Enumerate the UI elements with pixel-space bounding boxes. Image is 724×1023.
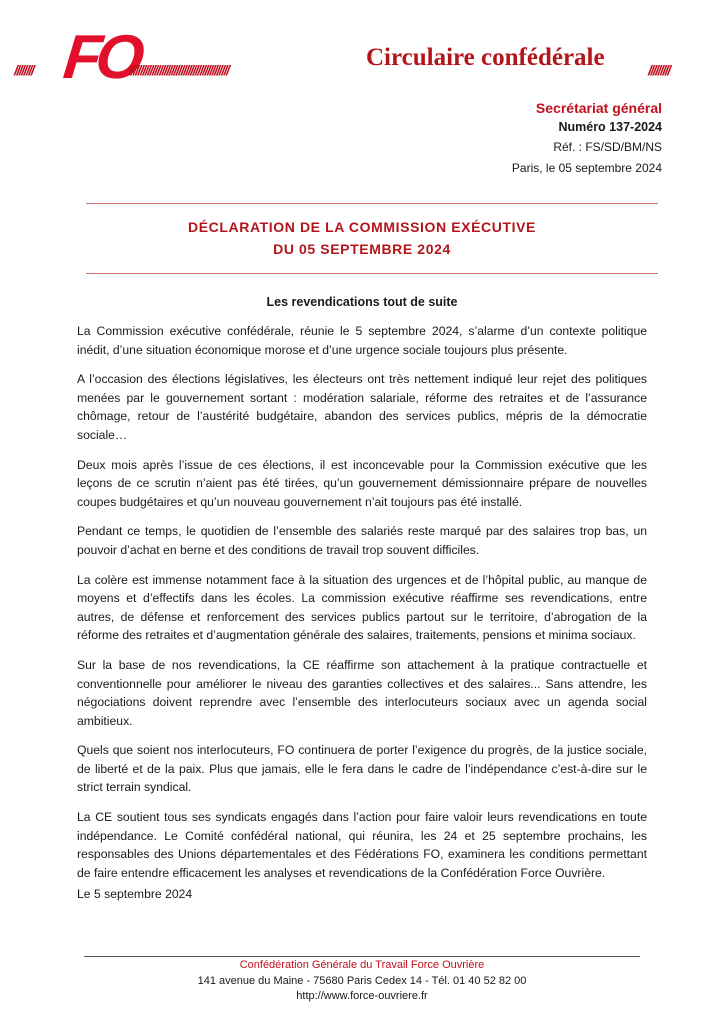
section-subtitle: Les revendications tout de suite (266, 295, 458, 309)
reference: Réf. : FS/SD/BM/NS (553, 140, 662, 154)
declaration-line-1: DÉCLARATION DE LA COMMISSION EXÉCUTIVE (188, 219, 536, 235)
declaration-title (0, 216, 724, 260)
letterhead (0, 23, 724, 92)
footer-organization: Confédération Générale du Travail Force Ouvrière (239, 959, 485, 971)
footer (0, 958, 724, 1005)
paragraph: La CE soutient tous ses syndicats engagés dans l’action pour faire valoir leurs revendications en toute indépendance. Le Comité confédéral national, qui réunira, les 24 et 25 septembre prochains, les responsables des Unions départementales et des Fédérations FO, examinera les conditions permettant de faire entendre efficacement les analyses et revendications de la Confédération Force Ouvrière. (77, 810, 647, 880)
paragraph: La Commission exécutive confédérale, réunie le 5 septembre 2024, s’alarme d’un contexte politique inédit, d’une situation économique morose et d’une urgence sociale toujours plus présente. (77, 324, 647, 357)
hatch-decoration-middle: ////////////////////////////////////////// (128, 62, 229, 78)
footer-address: 141 avenue du Maine - 75680 Paris Cedex 14 - Tél. 01 40 52 82 00 (197, 974, 527, 987)
divider-bottom (86, 273, 658, 274)
department-label: Secrétariat général (535, 100, 662, 116)
document-meta (512, 98, 662, 179)
paragraph: Quels que soient nos interlocuteurs, FO continuera de porter l’exigence du progrès, de la justice sociale, de liberté et de la paix. Plus que jamais, elle le fera dans le cadre de l’indépendance c’est-à-dire sur le strict terrain syndical. (77, 743, 647, 795)
fo-logo: FO (60, 23, 142, 92)
declaration-line-2: DU 05 SEPTEMBRE 2024 (273, 241, 451, 257)
paragraph: Deux mois après l’issue de ces élections, il est inconcevable pour la Commission exécutive que les leçons de ce scrutin n’aient pas été tirées, qu’un gouvernement démissionnaire prépare de nouvelles coupes budgétaires et qu’un nouveau gouvernement n’ait toujours pas été installé. (77, 457, 647, 509)
paragraph: La colère est immense notamment face à la situation des urgences et de l’hôpital public, au manque de moyens et d’effectifs dans les écoles. La commission exécutive réaffirme ses revendications, entre autres, de défense et renforcement des services publics partout sur le territoire, d’abrogation de la réforme des retraites et d’augmentation générale des salaires, traitements, pensions et minima sociaux. (77, 572, 647, 643)
circular-title: Circulaire confédérale (366, 44, 605, 71)
paragraph: A l’occasion des élections législatives, les électeurs ont très nettement indiqué leur rejet des politiques menées par le gouvernement sortant : modération salariale, réforme des retraites et de l’assurance chômage, retour de l’austérité budgétaire, abandon des services publics, mépris de la démocratie sociale… (77, 372, 647, 442)
circular-number: Numéro 137-2024 (558, 120, 662, 134)
hatch-decoration-right: ///////// (648, 62, 670, 78)
signoff-date: Le 5 septembre 2024 (77, 887, 193, 901)
footer-divider (84, 956, 640, 957)
document-body (77, 322, 647, 893)
paragraph: Pendant ce temps, le quotidien de l’ensemble des salariés reste marqué par des salaires trop bas, un pouvoir d’achat en berne et des conditions de travail trop souvent difficiles. (77, 524, 647, 557)
footer-website-link[interactable]: http://www.force-ouvriere.fr (296, 990, 428, 1002)
divider-top (86, 203, 658, 204)
place-date: Paris, le 05 septembre 2024 (511, 161, 662, 175)
paragraph: Sur la base de nos revendications, la CE réaffirme son attachement à la pratique contractuelle et conventionnelle pour améliorer le niveau des garanties collectives et des salaires... Sans attendre, les négociations doivent reprendre avec l’ensemble des interlocuteurs sociaux avec un agenda social ambitieux. (77, 657, 647, 728)
hatch-decoration-left: //////// (14, 62, 34, 78)
